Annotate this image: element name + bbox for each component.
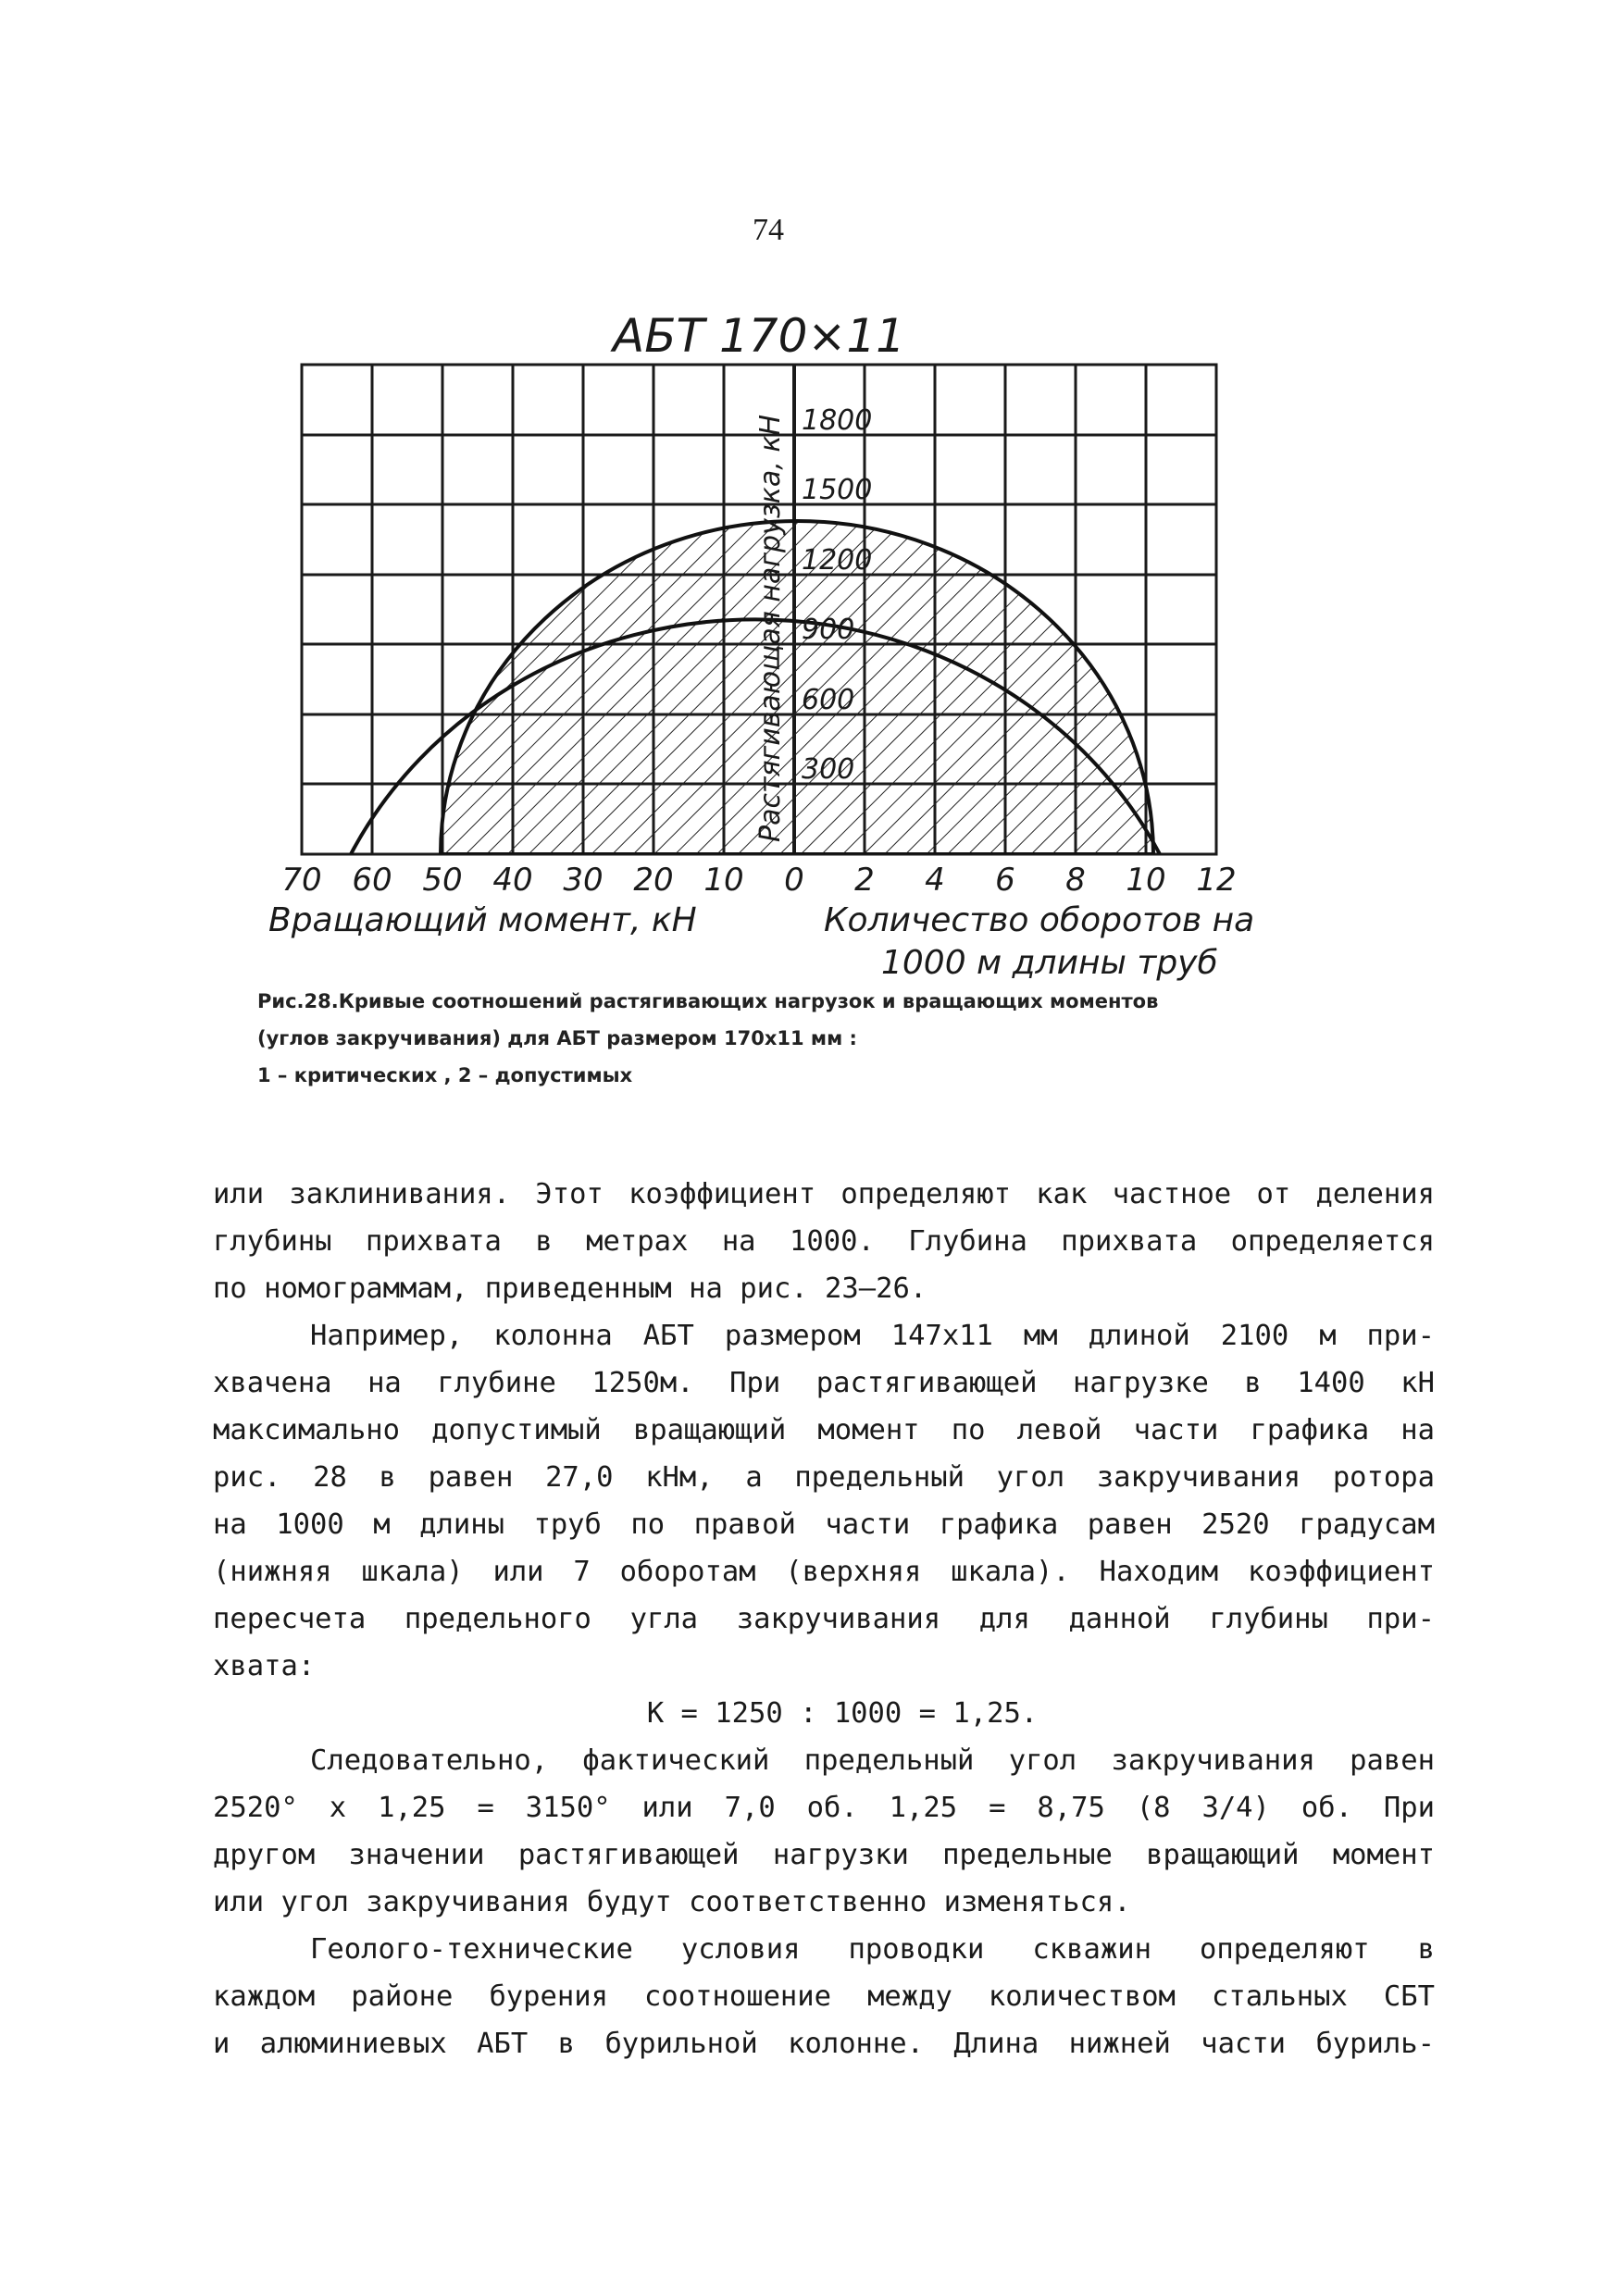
text-line: другом значении растягивающей нагрузки предельные вращающий момент bbox=[213, 1839, 1435, 1871]
vertical-tick-900: 900 bbox=[802, 614, 855, 646]
vertical-tick-600: 600 bbox=[802, 684, 855, 716]
left-tick-30: 30 bbox=[563, 862, 604, 899]
left-tick-20: 20 bbox=[633, 862, 674, 899]
right-tick-10: 10 bbox=[1126, 862, 1166, 899]
text-line: Следовательно, фактический предельный угол закручивания равен bbox=[310, 1744, 1435, 1777]
right-tick-2: 2 bbox=[854, 862, 875, 899]
text-line: максимально допустимый вращающий момент по левой части графика на bbox=[213, 1414, 1435, 1446]
right-axis-label-line1: Количество оборотов на bbox=[824, 901, 1255, 939]
right-tick-6: 6 bbox=[995, 862, 1015, 899]
text-line: на 1000 м длины труб по правой части графика равен 2520 градусам bbox=[213, 1508, 1435, 1541]
paragraph bbox=[213, 1312, 1435, 1690]
text-line: Например, колонна АБТ размером 147х11 мм длиной 2100 м при- bbox=[310, 1320, 1435, 1352]
text-line: хвачена на глубине 1250м. При растягивающей нагрузке в 1400 кН bbox=[213, 1367, 1435, 1399]
right-tick-8: 8 bbox=[1065, 862, 1086, 899]
left-tick-10: 10 bbox=[703, 862, 744, 899]
text-line: и алюминиевых АБТ в бурильной колонне. Длина нижней части буриль- bbox=[213, 2028, 1435, 2060]
text-line: (нижняя шкала) или 7 оборотам (верхняя шкала). Находим коэффициент bbox=[213, 1556, 1435, 1588]
text-line: пересчета предельного угла закручивания для данной глубины при- bbox=[213, 1603, 1435, 1635]
right-axis-label-line2: 1000 м длины труб bbox=[881, 944, 1218, 982]
figure-nomogram bbox=[0, 0, 1618, 990]
paragraph bbox=[213, 1926, 1435, 2067]
left-tick-70: 70 bbox=[281, 862, 322, 899]
right-tick-12: 12 bbox=[1196, 862, 1237, 899]
text-line: рис. 28 в равен 27,0 кНм, а предельный угол закручивания ротора bbox=[213, 1461, 1435, 1494]
figure-title: АБТ 170×11 bbox=[613, 309, 905, 363]
vertical-tick-300: 300 bbox=[802, 753, 855, 786]
text-line: Геолого-технические условия проводки скважин определяют в bbox=[310, 1933, 1435, 1966]
vertical-tick-1800: 1800 bbox=[802, 404, 873, 437]
figure-caption bbox=[257, 983, 1303, 1094]
right-tick-4: 4 bbox=[925, 862, 945, 899]
paragraph bbox=[213, 1171, 1435, 1312]
vertical-tick-1500: 1500 bbox=[802, 474, 873, 506]
left-tick-60: 60 bbox=[352, 862, 392, 899]
left-tick-50: 50 bbox=[422, 862, 463, 899]
left-axis-label: Вращающий момент, кН bbox=[268, 901, 697, 939]
body-text bbox=[213, 1171, 1435, 2067]
paragraph bbox=[213, 1737, 1435, 1926]
text-line: глубины прихвата в метрах на 1000. Глубина прихвата определяется bbox=[213, 1225, 1435, 1258]
formula bbox=[213, 1690, 1435, 1737]
caption-line: Рис.28.Кривые соотношений растягивающих нагрузок и вращающих моментов bbox=[257, 990, 1159, 1012]
left-tick-40: 40 bbox=[492, 862, 533, 899]
caption-line: 1 – критических , 2 – допустимых bbox=[257, 1064, 633, 1086]
text-line: хвата: bbox=[213, 1650, 316, 1682]
vertical-axis-label: Растягивающая нагрузка, кН bbox=[754, 414, 787, 842]
text-line: 2520° х 1,25 = 3150° или 7,0 об. 1,25 = 8,75 (8 3/4) об. При bbox=[213, 1792, 1435, 1824]
text-line: или угол закручивания будут соответственно изменяться. bbox=[213, 1886, 1131, 1918]
caption-line: (углов закручивания) для АБТ размером 170х11 мм : bbox=[257, 1027, 857, 1049]
page-number: 74 bbox=[753, 213, 784, 247]
text-line: или заклинивания. Этот коэффициент определяют как частное от деления bbox=[213, 1178, 1435, 1210]
text-line: по номограммам, приведенным на рис. 23–26. bbox=[213, 1272, 927, 1305]
formula-text: К = 1250 : 1000 = 1,25. bbox=[646, 1697, 1039, 1730]
permissible-curve-area bbox=[441, 521, 1153, 854]
text-line: каждом районе бурения соотношение между количеством стальных СБТ bbox=[213, 1980, 1435, 2013]
left-tick-0: 0 bbox=[784, 862, 804, 899]
vertical-tick-1200: 1200 bbox=[802, 544, 873, 577]
